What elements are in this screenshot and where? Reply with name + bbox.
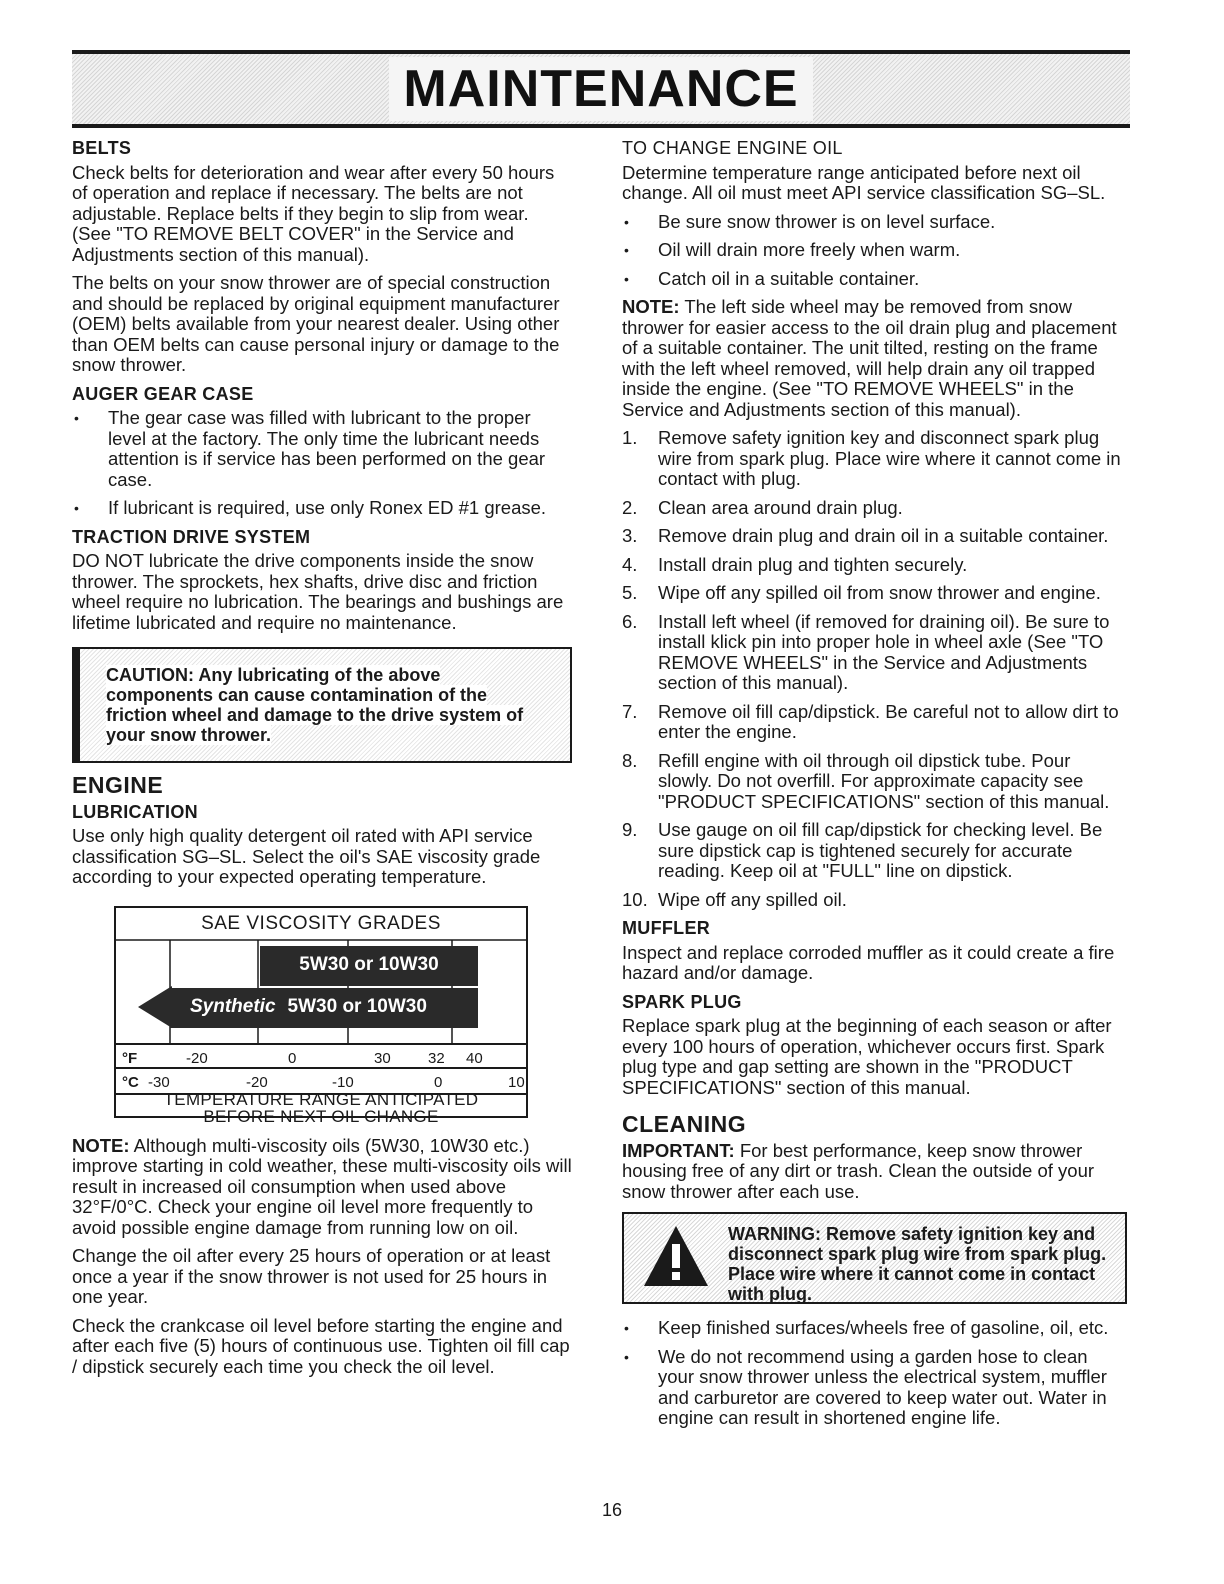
f-tick: 32 [428, 1049, 445, 1067]
list-item: • We do not recommend using a garden hose to clean your snow thrower unless the electrical system, muffler and carburetor are covered to keep water out. Water in engine can result in shortened engine life. [622, 1347, 1127, 1429]
fahrenheit-row [116, 1043, 526, 1069]
note-label: NOTE: [622, 296, 680, 317]
page-title: MAINTENANCE [389, 57, 812, 121]
traction-drive-heading: TRACTION DRIVE SYSTEM [72, 526, 311, 547]
warning-triangle-icon [642, 1222, 710, 1290]
oil-change-steps [622, 428, 1127, 910]
fahrenheit-unit: °F [122, 1049, 138, 1067]
engine-note [72, 1136, 572, 1239]
step-text: Remove oil fill cap/dipstick. Be careful not to allow dirt to enter the engine. [658, 700, 1119, 742]
f-tick: 30 [374, 1049, 391, 1067]
viscosity-footer-line-2: BEFORE NEXT OIL CHANGE [203, 1106, 439, 1126]
step-text: Remove safety ignition key and disconnect spark plug wire from spark plug. Place wire where it cannot come in contact with plug. [658, 427, 1121, 489]
f-tick: 0 [288, 1049, 297, 1067]
oil-check-paragraph: Check the crankcase oil level before starting the engine and after each five (5) hours of continuous use. Tighten oil fill cap / dipstick securely each time you check the oil level. [72, 1314, 570, 1377]
step-text: Remove drain plug and drain oil in a suitable container. [658, 525, 1109, 546]
step-number: 6. [622, 610, 638, 632]
important-text: For best performance, keep snow thrower housing free of any dirt or trash. Clean the outside of your snow thrower after each use. [622, 1139, 1095, 1202]
belts-heading: BELTS [72, 138, 132, 158]
important-paragraph [622, 1141, 1127, 1203]
oil-change-paragraph: Change the oil after every 25 hours of operation or at least once a year if the snow thrower is not used for 25 hours in one year. [72, 1245, 551, 1307]
step-text: Wipe off any spilled oil from snow thrower and engine. [658, 582, 1101, 603]
step-number: 1. [622, 427, 638, 448]
c-tick: 10 [508, 1073, 525, 1091]
c-tick: -20 [246, 1073, 268, 1091]
right-column [622, 138, 1127, 1437]
f-tick: 40 [466, 1049, 483, 1067]
step-number: 3. [622, 525, 638, 546]
spark-plug-heading: SPARK PLUG [622, 991, 742, 1012]
step-number: 2. [622, 496, 638, 518]
change-oil-paragraph: Determine temperature range anticipated before next oil change. All oil must meet API service classification SG–SL. [622, 161, 1106, 203]
list-item [622, 428, 1127, 490]
caution-text: CAUTION: Any lubricating of the above components can cause contamination of the friction wheel and damage to the drive system of your snow thrower. [106, 665, 524, 745]
celsius-unit: °C [122, 1073, 139, 1091]
lubrication-heading: LUBRICATION [72, 801, 198, 822]
step-text: Wipe off any spilled oil. [658, 888, 847, 910]
step-text: Install drain plug and tighten securely. [658, 553, 968, 575]
step-text: Use gauge on oil fill cap/dipstick for checking level. Be sure dipstick cap is tightened securely for accurate reading. Keep oil at "FULL" line on dipstick. [658, 819, 1103, 881]
step-text: Install left wheel (if removed for draining oil). Be sure to install klick pin into proper hole in wheel axle (See "TO REMOVE WHEELS" in the Service and Adjustments section of this manual). [658, 610, 1110, 693]
c-tick: 0 [434, 1073, 443, 1091]
warning-text: WARNING: Remove safety ignition key and disconnect spark plug wire from spark plug. Place wire where it cannot come in contact with plug. [728, 1224, 1107, 1304]
synthetic-grade-label: 5W30 or 10W30 [287, 996, 427, 1018]
f-tick: -20 [186, 1049, 208, 1067]
synthetic-grade-bar [170, 988, 478, 1028]
auger-list [72, 408, 572, 519]
grade-bar [260, 946, 478, 986]
wheel-note [622, 297, 1127, 420]
list-item [622, 820, 1127, 882]
step-number: 5. [622, 582, 638, 603]
list-item: • The gear case was filled with lubricant to the proper level at the factory. The only time the lubricant needs attention is if service has been performed on the gear case. [72, 408, 572, 490]
note-label: NOTE: [72, 1134, 130, 1156]
list-item [622, 555, 1127, 576]
cleaning-bullets [622, 1318, 1127, 1429]
belts-paragraph-1: Check belts for deterioration and wear after every 50 hours of operation and replace if necessary. The belts are not adjustable. Replace belts if they begin to slip from wear. (See "TO REMOVE BELT COVER" in the Service and Adjustments section of this manual). [72, 161, 555, 265]
grade-bar-label: 5W30 or 10W30 [299, 954, 439, 976]
step-number: 10. [622, 888, 648, 910]
belts-paragraph-2: The belts on your snow thrower are of special construction and should be replaced by original equipment manufacturer (OEM) belts available from your nearest dealer. Using other than OEM belts can cause personal injury or damage to the snow thrower. [72, 272, 560, 375]
muffler-paragraph: Inspect and replace corroded muffler as it could create a fire hazard and/or damage. [622, 941, 1115, 983]
cleaning-heading: CLEANING [622, 1111, 747, 1137]
viscosity-title: SAE VISCOSITY GRADES [201, 912, 441, 934]
synthetic-label: Synthetic [190, 996, 276, 1018]
step-number: 4. [622, 553, 638, 575]
list-item: • Catch oil in a suitable container. [622, 269, 1127, 290]
list-item: • Oil will drain more freely when warm. [622, 240, 1127, 261]
viscosity-chart [114, 906, 528, 1126]
list-item: • Keep finished surfaces/wheels free of gasoline, oil, etc. [622, 1318, 1127, 1339]
c-tick: -30 [148, 1073, 170, 1091]
step-text: Clean area around drain plug. [658, 496, 903, 518]
c-tick: -10 [332, 1073, 354, 1091]
page-number: 16 [601, 1500, 623, 1520]
title-bar [72, 50, 1130, 128]
step-number: 7. [622, 700, 638, 722]
list-item [622, 890, 1127, 911]
viscosity-footer [116, 1091, 526, 1125]
list-item: • Be sure snow thrower is on level surface. [622, 212, 1127, 233]
list-item [622, 583, 1127, 604]
left-column [72, 138, 572, 1385]
auger-gear-case-heading: AUGER GEAR CASE [72, 383, 254, 404]
step-number: 9. [622, 819, 638, 840]
note-text: Although multi-viscosity oils (5W30, 10W30 etc.) improve starting in cold weather, these multi-viscosity oils will result in increased oil consumption when used above 32°F/0°C. Check your engine oil level more frequently to avoid possible engine damage from running low on oil. [72, 1134, 572, 1238]
lubrication-paragraph: Use only high quality detergent oil rated with API service classification SG–SL. Select the oil's SAE viscosity grade according to your expected operating temperature. [72, 825, 541, 887]
note-text: The left side wheel may be removed from snow thrower for easier access to the oil drain plug and placement of a suitable container. The unit tilted, resting on the frame with the left wheel removed, will help drain any oil trapped inside the engine. (See "TO REMOVE WHEELS" in the Service and Adjustments section of this manual). [622, 296, 1117, 420]
spark-plug-paragraph: Replace spark plug at the beginning of each season or after every 100 hours of operation, whichever occurs first. Spark plug type and gap setting are shown in the "PRODUCT SPECIFICATIONS" section of this manual. [622, 1015, 1112, 1098]
warning-box [622, 1212, 1127, 1304]
list-item [622, 751, 1127, 813]
step-text: Refill engine with oil through oil dipstick tube. Pour slowly. Do not overfill. For approximate capacity see "PRODUCT SPECIFICATIONS" section of this manual. [658, 749, 1110, 812]
step-number: 8. [622, 749, 638, 771]
important-label: IMPORTANT: [622, 1139, 735, 1161]
list-item [622, 498, 1127, 519]
traction-paragraph: DO NOT lubricate the drive components inside the snow thrower. The sprockets, hex shafts, drive disc and friction wheel require no lubrication. The bearings and bushings are lifetime lubricated and require no maintenance. [72, 550, 564, 633]
engine-heading: ENGINE [72, 772, 164, 798]
synthetic-arrow-icon [138, 986, 172, 1028]
list-item [622, 526, 1127, 547]
muffler-heading: MUFFLER [622, 918, 711, 938]
viscosity-footer-line-1: TEMPERATURE RANGE ANTICIPATED [163, 1089, 479, 1109]
change-oil-heading: TO CHANGE ENGINE OIL [622, 138, 843, 158]
caution-box [72, 647, 572, 763]
list-item [622, 702, 1127, 743]
list-item [622, 612, 1127, 694]
list-item: • If lubricant is required, use only Ronex ED #1 grease. [72, 498, 572, 519]
change-oil-bullets [622, 212, 1127, 290]
